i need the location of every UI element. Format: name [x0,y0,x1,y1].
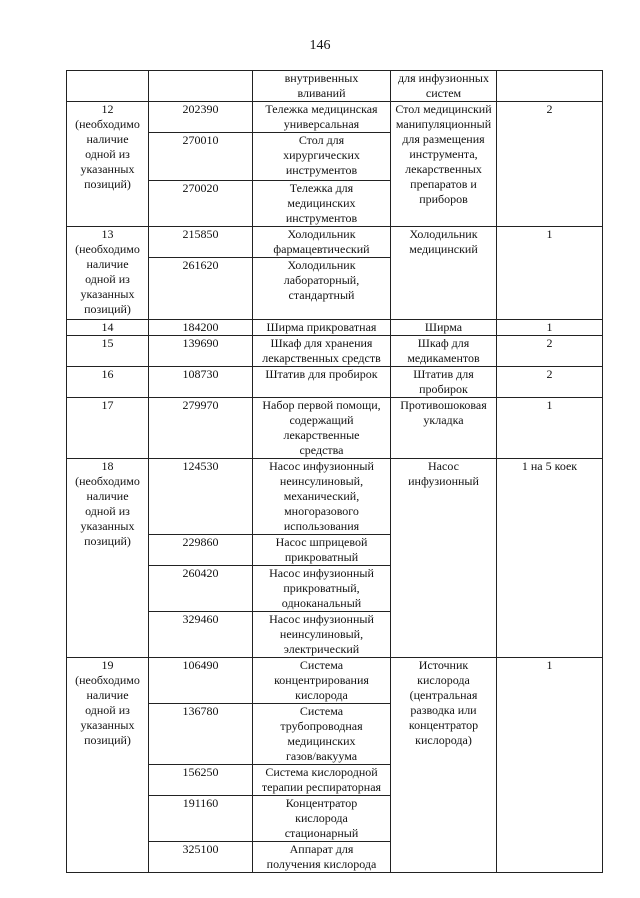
table-row [67,336,603,367]
item-code: 191160 [149,796,253,842]
item-name: Аппарат для получения кислорода [253,842,391,873]
item-code: 261620 [149,258,253,320]
row-number [67,71,149,102]
item-quantity: 2 [497,102,603,227]
item-quantity: 1 [497,658,603,873]
row-number: 15 [67,336,149,367]
table-row [67,367,603,398]
item-code: 270020 [149,181,253,227]
table-row [67,398,603,459]
item-quantity [497,71,603,102]
item-type: для инфузионных систем [391,71,497,102]
table-row [67,71,603,102]
item-code: 260420 [149,566,253,612]
table-row [67,102,603,133]
item-name: Система кислородной терапии респираторная [253,765,391,796]
row-number: 13 (необходимо наличие одной из указанных позиций) [67,227,149,320]
item-code [149,71,253,102]
item-code: 215850 [149,227,253,258]
item-name: внутривенных вливаний [253,71,391,102]
item-name: Холодильник фармацевтический [253,227,391,258]
item-code: 184200 [149,320,253,336]
item-name: Стол для хирургических инструментов [253,133,391,181]
item-code: 325100 [149,842,253,873]
item-name: Система концентрирования кислорода [253,658,391,704]
item-code: 270010 [149,133,253,181]
item-name: Насос шприцевой прикроватный [253,535,391,566]
item-code: 124530 [149,459,253,535]
item-type: Противошоковая укладка [391,398,497,459]
item-type: Ширма [391,320,497,336]
item-code: 136780 [149,704,253,765]
item-quantity: 2 [497,367,603,398]
item-name: Набор первой помощи, содержащий лекарственные средства [253,398,391,459]
item-code: 202390 [149,102,253,133]
item-name: Штатив для пробирок [253,367,391,398]
item-type: Насос инфузионный [391,459,497,658]
item-name: Насос инфузионный прикроватный, одноканальный [253,566,391,612]
item-name: Шкаф для хранения лекарственных средств [253,336,391,367]
item-name: Система трубопроводная медицинских газов/вакуума [253,704,391,765]
item-name: Тележка для медицинских инструментов [253,181,391,227]
row-number: 19 (необходимо наличие одной из указанных позиций) [67,658,149,873]
row-number: 16 [67,367,149,398]
item-quantity: 1 [497,398,603,459]
item-type: Стол медицинский манипуляционный для размещения инструмента, лекарственных препаратов и приборов [391,102,497,227]
table-row [67,658,603,704]
item-quantity: 1 [497,227,603,320]
item-code: 279970 [149,398,253,459]
item-code: 106490 [149,658,253,704]
item-type: Источник кислорода (центральная разводка или концентратор кислорода) [391,658,497,873]
item-quantity: 2 [497,336,603,367]
row-number: 17 [67,398,149,459]
item-type: Шкаф для медикаментов [391,336,497,367]
item-code: 229860 [149,535,253,566]
item-name: Насос инфузионный неинсулиновый, электрический [253,612,391,658]
item-name: Насос инфузионный неинсулиновый, механический, многоразового использования [253,459,391,535]
table-row [67,459,603,535]
item-code: 329460 [149,612,253,658]
item-code: 156250 [149,765,253,796]
page-number: 146 [309,38,331,53]
item-code: 139690 [149,336,253,367]
item-quantity: 1 [497,320,603,336]
table-row [67,320,603,336]
row-number: 14 [67,320,149,336]
row-number: 18 (необходимо наличие одной из указанных позиций) [67,459,149,658]
item-name: Тележка медицинская универсальная [253,102,391,133]
row-number: 12 (необходимо наличие одной из указанных позиций) [67,102,149,227]
item-name: Холодильник лабораторный, стандартный [253,258,391,320]
item-name: Концентратор кислорода стационарный [253,796,391,842]
item-name: Ширма прикроватная [253,320,391,336]
table-row [67,227,603,258]
equipment-table-body [67,71,603,873]
equipment-table [66,70,603,873]
item-type: Штатив для пробирок [391,367,497,398]
item-code: 108730 [149,367,253,398]
item-type: Холодильник медицинский [391,227,497,320]
item-quantity: 1 на 5 коек [497,459,603,658]
